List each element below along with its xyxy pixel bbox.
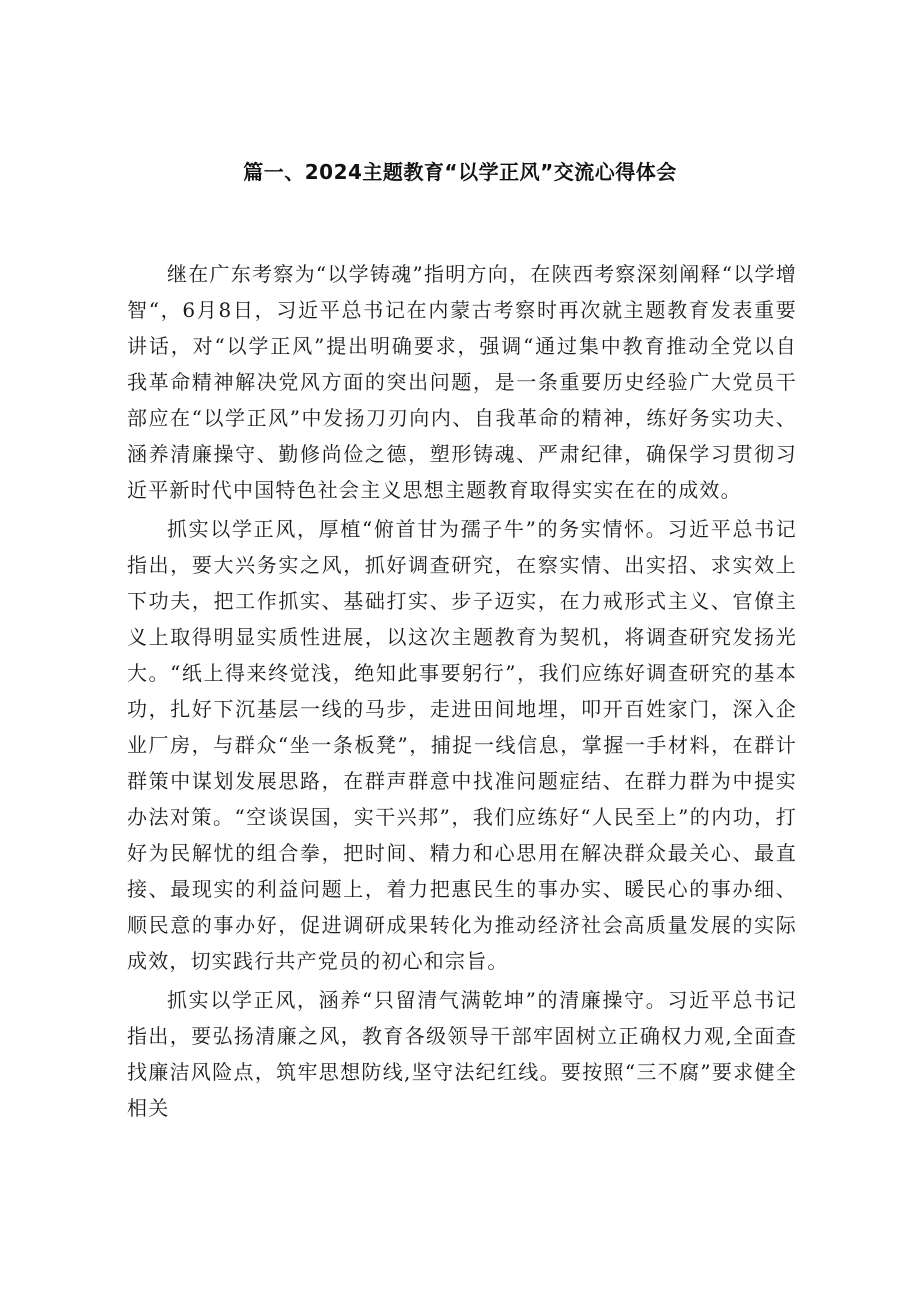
paragraph-2: 抓实以学正风，厚植“俯首甘为孺子牛”的务实情怀。习近平总书记指出，要大兴务实之风，抓好调查研究，在察实情、出实招、求实效上下功夫，把工作抓实、基础打实、步子迈实，在力戒形式主义、官僚主义上取得明显实质性进展，以这次主题教育为契机，将调查研究发扬光大。“纸上得来终觉浅，绝知此事要躬行”，我们应练好调查研究的基本功，扎好下沉基层一线的马步，走进田间地埋，叩开百姓家门，深入企业厂房，与群众“坐一条板凳”，捕捉一线信息，掌握一手材料，在群计群策中谋划发展思路，在群声群意中找准问题症结、在群力群为中提实办法对策。“空谈误国，实干兴邦”，我们应练好“人民至上”的内功，打好为民解忧的组合拳，把时间、精力和心思用在解决群众最关心、最直接、最现实的利益问题上，着力把惠民生的事办实、暖民心的事办细、顺民意的事办好，促进调研成果转化为推动经济社会高质量发展的实际成效，切实践行共产党员的初心和宗旨。 — [127, 517, 797, 973]
document-title: 篇一、2024主题教育“以学正风”交流心得体会 — [243, 160, 677, 184]
paragraph-1: 继在广东考察为“以学铸魂”指明方向，在陕西考察深刻阐释“以学增智“，6月8日，习近平总书记在内蒙古考察时再次就主题教育发表重要讲话，对“以学正风”提出明确要求，强调“通过集中教育推动全党以自我革命精神解决党风方面的突出问题，是一条重要历史经验广大党员干部应在“以学正风”中发扬刀刃向内、自我革命的精神，练好务实功夫、涵养清廉操守、勤修尚俭之德，塑形铸魂、严肃纪律，确保学习贯彻习近平新时代中国特色社会主义思想主题教育取得实实在在的成效。 — [127, 262, 797, 502]
document-body — [127, 256, 797, 1129]
paragraph-3: 抓实以学正风，涵养“只留清气满乾坤”的清廉操守。习近平总书记指出，要弘扬清廉之风，教育各级领导干部牢固树立正确权力观,全面查找廉洁风险点，筑牢思想防线,坚守法纪红线。要按照“三不腐”要求健全相关 — [127, 988, 797, 1120]
